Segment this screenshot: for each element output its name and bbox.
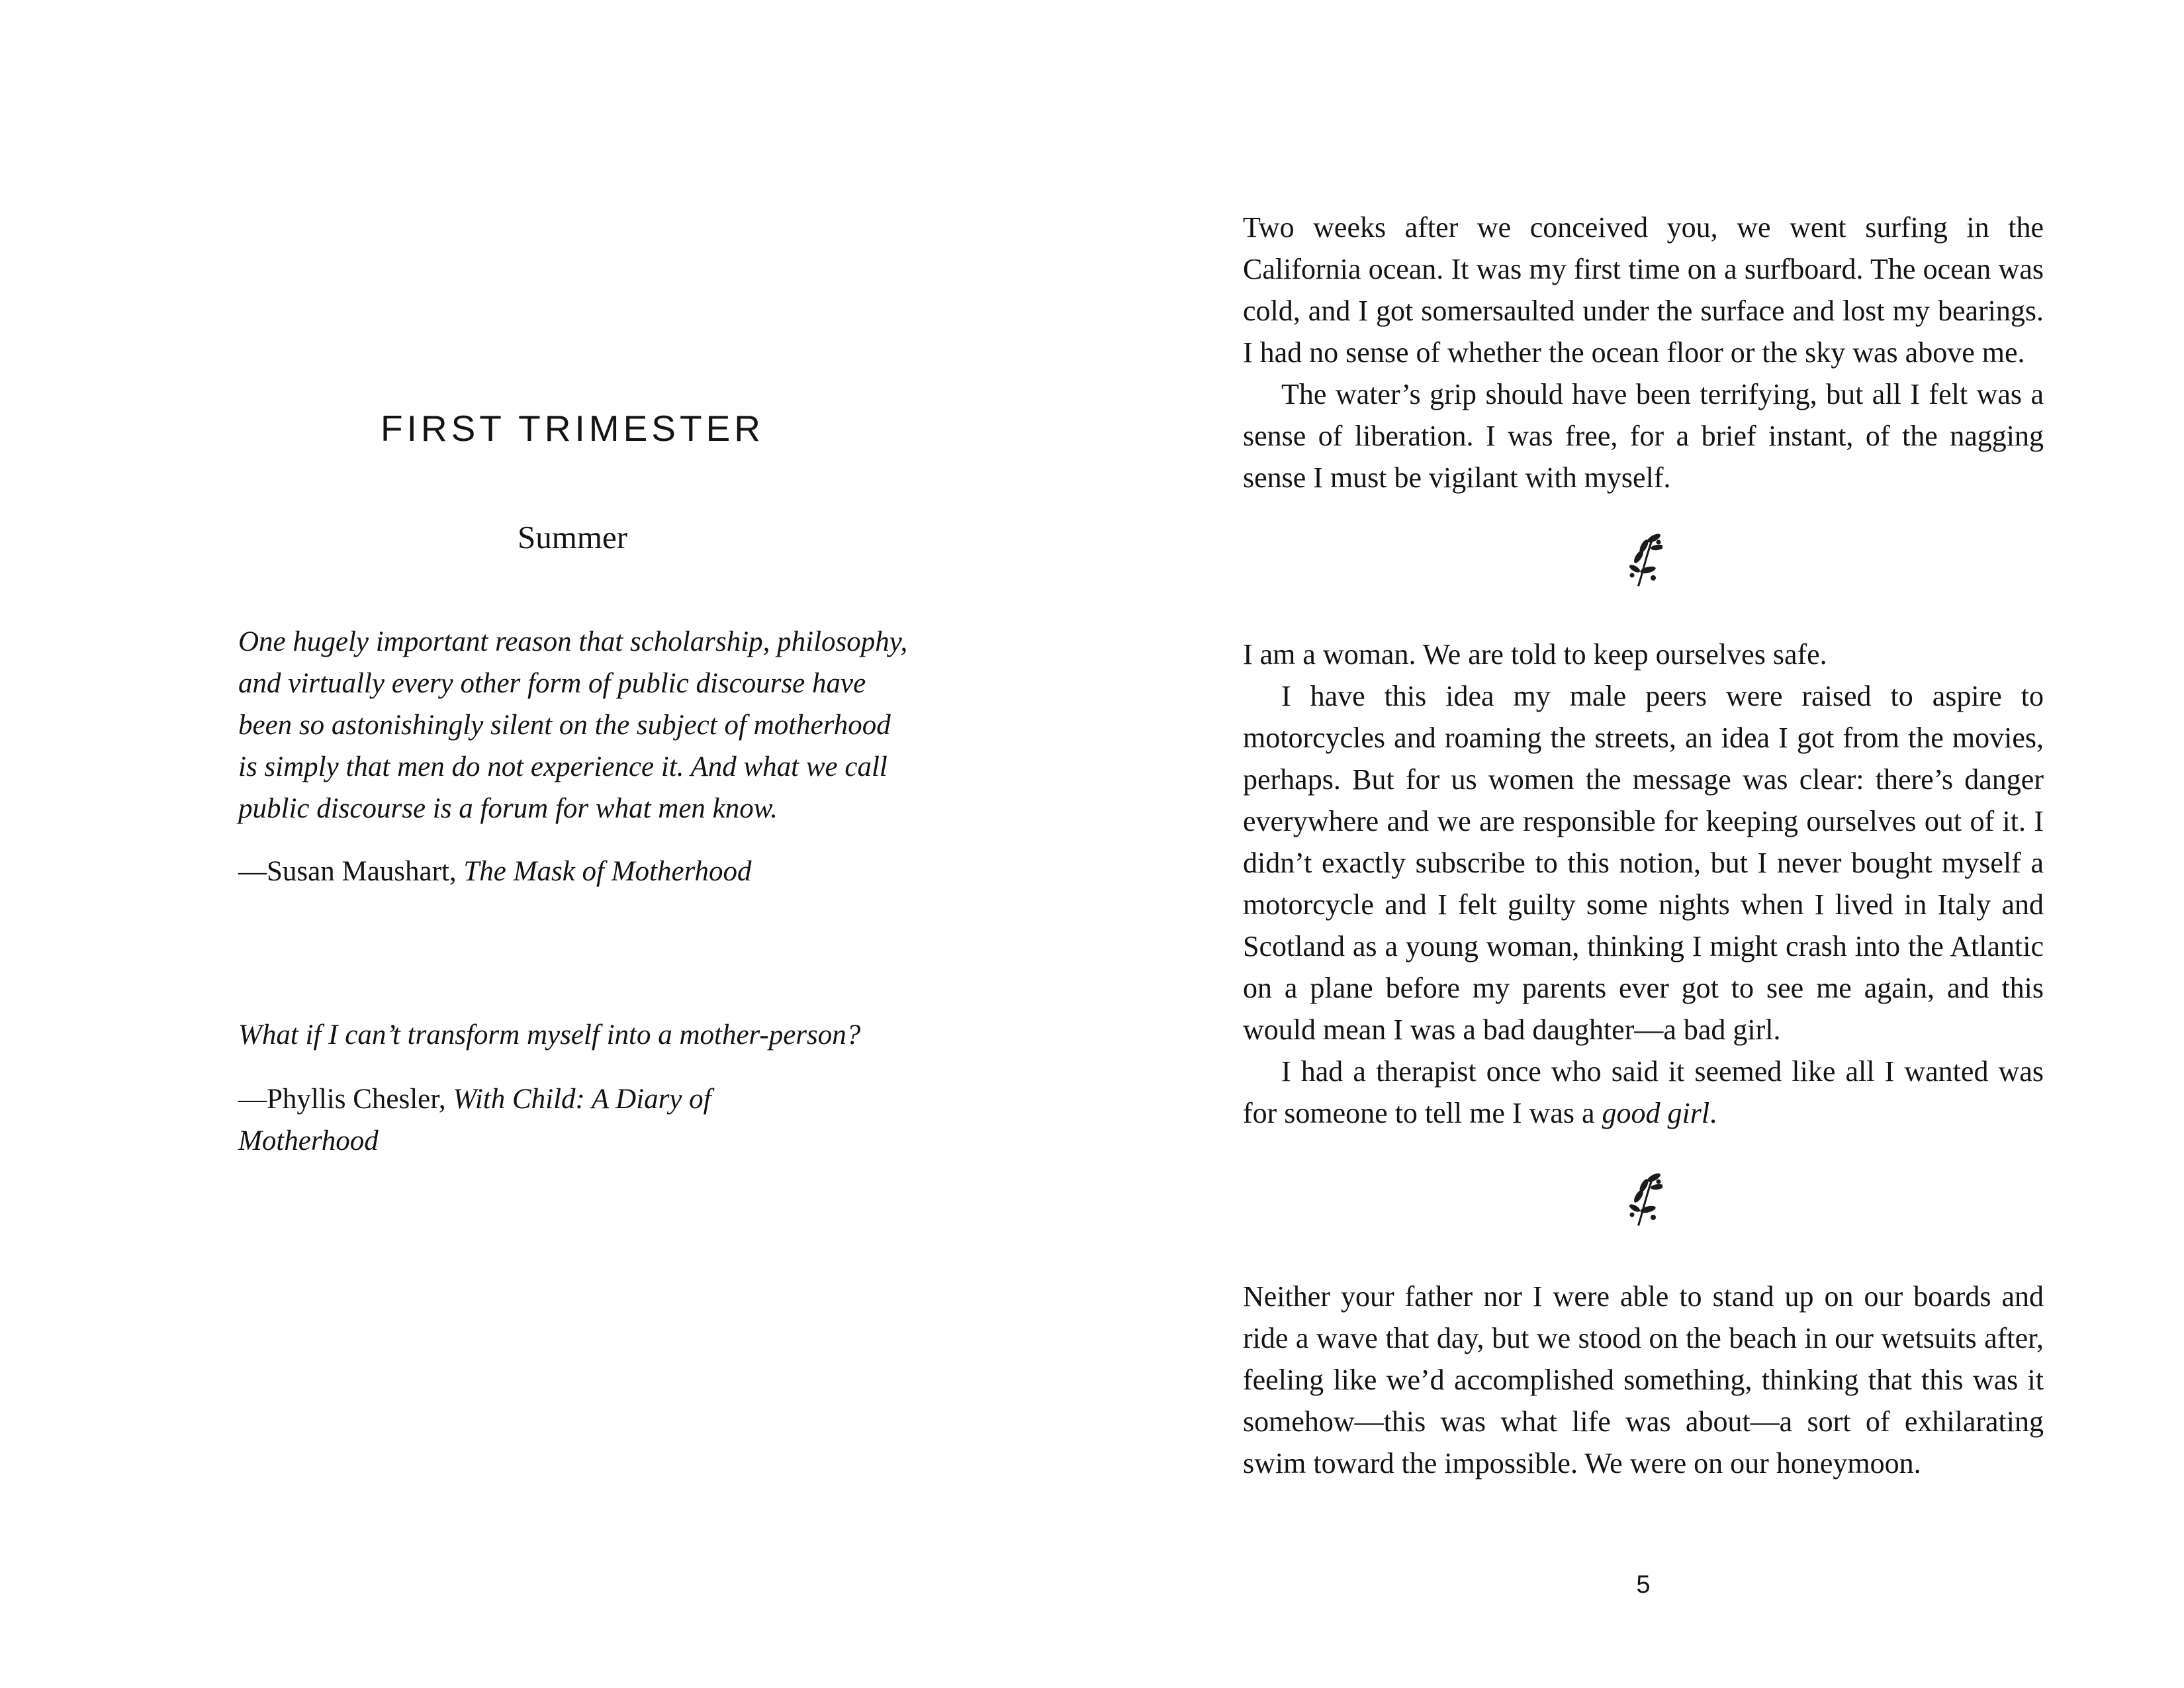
second-epigraph-quote: What if I can’t transform myself into a mother-person? — [238, 1019, 861, 1051]
body-paragraph: Two weeks after we conceived you, we went surfing in the California ocean. It was my first time on a surfboard. The ocean was cold, and I got somersaulted under the surface and lost my bearings. I had no sense of whether the ocean floor or the sky was above me. — [1243, 211, 2044, 369]
section-break-ornament — [1243, 532, 2044, 587]
body-paragraph: I am a woman. We are told to keep ourselves safe. — [1243, 638, 1827, 671]
body-paragraph: The water’s grip should have been terrifying, but all I felt was a sense of liberation. I was free, for a brief instant, of the nagging sense I must be vigilant with myself. — [1243, 378, 2044, 494]
right-page — [1243, 207, 2044, 1484]
body-paragraph — [1243, 1051, 2044, 1134]
fleuron-icon — [1624, 532, 1662, 587]
section-title: Summer — [517, 519, 628, 555]
body-paragraph: Neither your father nor I were able to stand up on our boards and ride a wave that day, but we stood on the beach in our wetsuits after, feeling like we’d accomplished something, thinking that this was it somehow—this was what life was about—a sort of exhilarating swim toward the impossible. We were on our honeymoon. — [1243, 1280, 2044, 1479]
second-epigraph-attribution — [238, 1078, 834, 1162]
page-number: 5 — [1636, 1571, 1651, 1599]
fleuron-icon — [1624, 1171, 1662, 1227]
attribution-author: —Phyllis Chesler, — [238, 1084, 453, 1115]
attribution-author: —Susan Maushart, — [238, 856, 464, 887]
chapter-title: FIRST TRIMESTER — [381, 408, 764, 449]
attribution-work-title: The Mask of Motherhood — [463, 856, 752, 887]
body-paragraph: I have this idea my male peers were raised to aspire to motorcycles and roaming the streets, an idea I got from the movies, perhaps. But for us women the message was clear: there’s danger everywhere and we are responsible for keeping ourselves out of it. I didn’t exactly subscribe to this notion, but I never bought myself a motorcycle and I felt guilty some nights when I lived in Italy and Scotland as a young woman, thinking I might crash into the Atlantic on a plane before my parents ever got to see me again, and this would mean I was a bad daughter—a bad girl. — [1243, 680, 2044, 1046]
attribution-work-title: With Child: A Diary of Motherhood — [238, 1084, 711, 1156]
paragraph-text: . — [1709, 1097, 1717, 1129]
section-break-ornament — [1243, 1171, 2044, 1227]
left-page — [238, 405, 1039, 1162]
inline-emphasis: good girl — [1602, 1097, 1710, 1129]
paragraph-text: I had a therapist once who said it seemed like all I wanted was for someone to tell me I was a — [1243, 1055, 2044, 1129]
epigraph-attribution — [238, 851, 907, 892]
epigraph-quote: One hugely important reason that scholarship, philosophy, and virtually every other form of public discourse have been so astonishingly silent on the subject of motherhood is simply that men do not experience it. And what we call public discourse is a forum for what men know. — [238, 626, 908, 824]
